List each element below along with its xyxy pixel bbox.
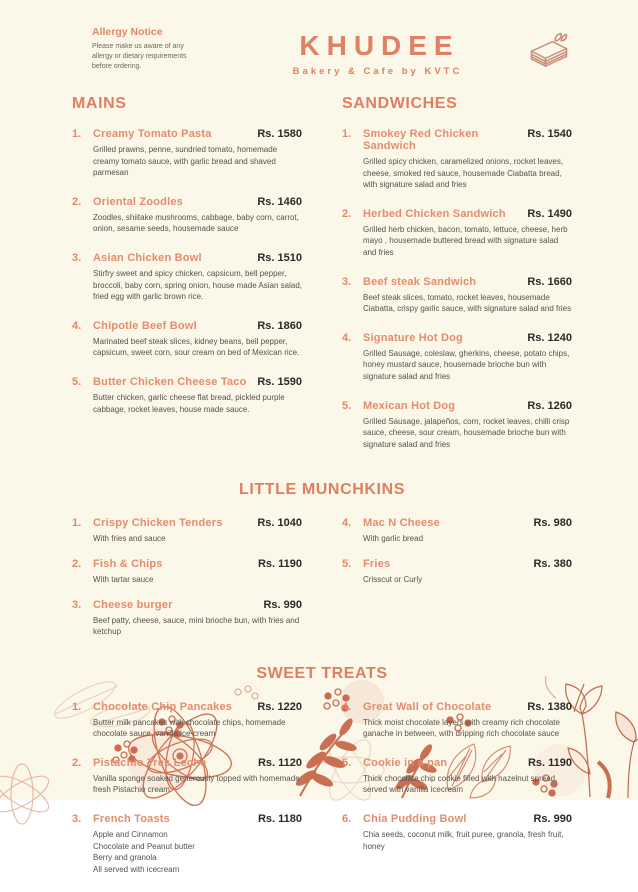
item-price: Rs. 1490 [527,207,572,220]
item-number: 3. [72,251,82,264]
menu-item [342,208,572,259]
item-number: 2. [342,207,352,220]
item-description: Thick chocolate chip cookie filled with hazelnut spread, served with vanilla icecream [363,773,558,795]
cake-slice-icon [502,26,572,74]
item-name: Mexican Hot Dog [363,399,456,412]
item-description: Butter milk pancakes with chocolate chips, homemade chocolate sauce, vanilla ice-cream [93,717,286,739]
item-description: Crisscut or Curly [363,574,423,584]
item-description: Stirfry sweet and spicy chicken, capsicum, bell pepper, broccoli, baby corn, spring onion, house made Asian salad, fried egg with garlic brown rice. [93,268,303,302]
brand [250,26,502,77]
menu-item [342,558,572,586]
item-description: Apple and Cinnamon Chocolate and Peanut butter Berry and granola All served with icecream [93,830,195,874]
item-number: 2. [72,195,82,208]
item-name: Smokey Red Chicken Sandwich [363,128,479,152]
item-name: Fries [363,557,391,570]
item-number: 5. [342,557,352,570]
section-sandwiches [342,95,572,467]
item-price: Rs. 1120 [257,756,302,769]
item-description: Zoodles, shiitake mushrooms, cabbage, baby corn, carrot, onion, sesame seeds, housemade sauce [93,212,299,234]
item-price: Rs. 1590 [257,375,302,388]
item-price: Rs. 1180 [257,813,302,826]
item-number: 5. [342,399,352,412]
item-price: Rs. 1660 [527,275,572,288]
item-number: 3. [72,598,82,611]
item-name: Oriental Zoodles [93,195,183,208]
menu-item [342,400,572,451]
section-title-sweet-treats: SWEET TREATS [256,664,388,682]
item-price: Rs. 1860 [257,319,302,332]
item-name: Great Wall of Chocolate [363,700,492,713]
allergy-notice-title: Allergy Notice [92,26,163,38]
item-name: Chipotle Beef Bowl [93,319,197,332]
menu-item [72,813,302,875]
item-price: Rs. 1040 [257,517,302,530]
item-price: Rs. 1540 [527,128,572,140]
item-name: Crispy Chicken Tenders [93,517,223,530]
item-price: Rs. 1460 [257,195,302,208]
item-price: Rs. 980 [533,517,572,530]
brand-tagline: Bakery & Cafe by KVTC [292,66,463,77]
item-description: Chia seeds, coconut milk, fruit puree, granola, fresh fruit, honey [363,830,564,851]
item-number: 1. [342,128,352,140]
menu-item [72,558,302,586]
item-number: 1. [72,517,82,530]
item-name: Herbed Chicken Sandwich [363,207,506,220]
menu-item [72,517,302,545]
item-description: Grilled Sausage, coleslaw, gherkins, cheese, potato chips, honey mustard sauce, housemade brioche bun with signature salad and fries [363,348,570,381]
item-number: 1. [72,128,82,140]
menu-item [342,276,572,315]
item-description: Beef steak slices, tomato, rocket leaves, housemade Ciabatta, crispy garlic sauce, with signature salad and fries [363,292,572,314]
allergy-notice-text: Please make us aware of any allergy or dietary requirements before ordering. [92,43,187,71]
item-number: 4. [72,319,82,332]
item-name: Chocolate Chip Pancakes [93,700,233,713]
menu-item [342,332,572,383]
menu-item [342,757,572,796]
item-number: 4. [342,517,352,530]
item-name: Asian Chicken Bowl [93,251,202,264]
item-number: 1. [72,700,82,713]
item-price: Rs. 1240 [527,331,572,344]
section-little-munchkins [72,517,572,650]
item-number: 3. [72,813,82,826]
item-price: Rs. 1190 [527,756,572,769]
menu-item [342,701,572,740]
item-number: 4. [342,331,352,344]
item-number: 5. [72,375,82,388]
item-description: With tartar sauce [93,574,154,584]
item-name: Mac N Cheese [363,517,440,530]
header [72,26,572,77]
menu-item [72,128,302,179]
item-description: With fries and sauce [93,534,166,544]
section-title-mains: MAINS [72,95,127,112]
menu-item [342,128,572,191]
item-name: Beef steak Sandwich [363,275,477,288]
menu-item [72,701,302,740]
menu-item [72,196,302,235]
item-description: Grilled spicy chicken, caramelized onions, rocket leaves, cheese, smoked red sauce, housemade Ciabatta bread, with signature salad and fries [363,157,564,190]
item-name: Signature Hot Dog [363,331,463,344]
item-number: 2. [72,557,82,570]
section-sweet-treats [72,701,572,892]
item-price: Rs. 1380 [527,700,572,713]
item-price: Rs. 1190 [257,557,302,570]
menu-item [342,517,572,545]
menu-item [72,599,302,638]
item-price: Rs. 990 [263,598,302,611]
item-description: Grilled prawns, penne, sundried tomato, homemade creamy tomato sauce, with garlic bread and shaved parmesan [93,145,278,178]
menu-item [72,376,302,415]
item-number: 3. [342,275,352,288]
menu-item [342,813,572,852]
item-description: Thick moist chocolate layers with creamy rich chocolate ganache in between, with dripping rich chocolate sauce [363,717,560,739]
item-name: French Toasts [93,813,170,826]
item-name: Cheese burger [93,598,173,611]
item-price: Rs. 1260 [527,399,572,412]
item-price: Rs. 380 [533,557,572,570]
section-title-sandwiches: SANDWICHES [342,95,458,112]
menu-item [72,757,302,796]
item-number: 6. [342,813,352,826]
item-description: Marinated beef steak slices, kidney beans, bell pepper, capsicum, sweet corn, sour cream on bed of Mexican rice. [93,336,300,358]
section-title-little-munchkins: LITTLE MUNCHKINS [238,481,406,499]
menu-item [72,320,302,359]
item-name: Butter Chicken Cheese Taco [93,375,247,388]
item-price: Rs. 1220 [257,700,302,713]
item-description: Grilled Sausage, jalapeños, corn, rocket leaves, chilli crisp sauce, cheese, sour cream, housemade brioche bun with signature salad and fries [363,416,570,449]
item-name: Chia Pudding Bowl [363,813,467,826]
item-description: Grilled herb chicken, bacon, tomato, lettuce, cheese, herb mayo , housemade buttered bread with signature salad and fries [363,224,568,257]
item-price: Rs. 1510 [257,251,302,264]
item-number: 5. [342,756,352,769]
item-number: 4. [342,700,352,713]
allergy-notice [92,26,250,72]
item-name: Creamy Tomato Pasta [93,128,212,140]
item-name: Pistachio Tres Leche [93,756,207,769]
item-price: Rs. 990 [533,813,572,826]
item-name: Fish & Chips [93,557,163,570]
item-description: Vanilla sponge soaked generously topped with homemade fresh Pistachio cream [93,773,300,795]
item-price: Rs. 1580 [257,128,302,140]
item-description: Butter chicken, garlic cheese flat bread, pickled purple cabbage, rocket leaves, house made sauce. [93,392,285,414]
item-number: 2. [72,756,82,769]
menu-item [72,252,302,303]
item-description: With garlic bread [363,534,424,544]
item-description: Beef patty, cheese, sauce, mini brioche bun, with fries and ketchup [93,615,300,637]
brand-name: KHUDEE [299,30,460,61]
item-name: Cookie in a pan [363,756,448,769]
section-mains [72,95,302,467]
